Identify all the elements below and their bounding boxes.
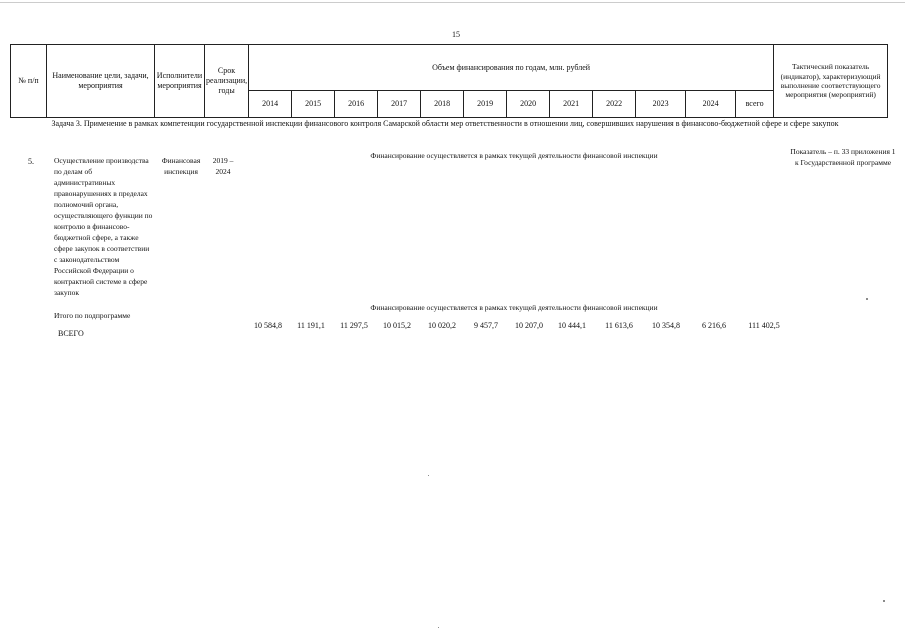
header-year: 2016 [335,91,378,118]
header-period: Срок реализации, годы [205,45,249,118]
header-year: 2022 [593,91,636,118]
scan-edge-line [0,2,905,3]
activity-executor: Финансовая инспекция [161,156,201,176]
total-value: 10 444,1 [558,321,586,330]
financing-table-header [10,44,888,118]
total-label: ВСЕГО [58,329,84,338]
header-executor: Исполнители мероприятия [155,45,205,118]
total-value: 10 207,0 [515,321,543,330]
scan-speck [428,475,429,476]
total-value: 11 191,1 [297,321,325,330]
total-value: 11 613,6 [605,321,633,330]
header-year-total: всего [736,91,774,118]
scan-speck [866,298,868,300]
total-value: 6 216,6 [702,321,726,330]
activity-indicator: Показатель – п. 33 приложения 1 к Государственной программе [790,147,896,167]
header-year: 2024 [686,91,736,118]
activity-name: Осуществление производства по делам об административных правонарушениях в пределах полномочий органа, осуществляющего функции по контролю в финансово-бюджетной сфере, а также сфере закупок в соответствии с законодательством Российской Федерации о контрактной системе в сфере закупок [54,156,153,297]
header-year: 2023 [636,91,686,118]
header-year: 2019 [464,91,507,118]
total-value: 10 584,8 [254,321,282,330]
activity-period: 2019 – 2024 [212,156,234,176]
header-year: 2017 [378,91,421,118]
scan-speck [883,600,885,602]
subtotal-financing-note: Финансирование осуществляется в рамках текущей деятельности финансовой инспекции [370,303,658,312]
total-value: 10 020,2 [428,321,456,330]
total-value: 9 457,7 [474,321,498,330]
header-year: 2014 [249,91,292,118]
header-financing: Объем финансирования по годам, млн. рублей [249,45,774,91]
total-value: 10 354,8 [652,321,680,330]
header-year: 2020 [507,91,550,118]
scan-speck [438,627,439,628]
task-title: Задача 3. Применение в рамках компетенции государственной инспекции финансового контроля Самарской области мер ответственности в отношении лиц, совершивших нарушения в финансово-бюджетной сфере и сфере закупок [51,119,839,128]
header-num: № п/п [11,45,47,118]
header-year: 2021 [550,91,593,118]
header-name: Наименование цели, задачи, мероприятия [47,45,155,118]
total-value-sum: 111 402,5 [748,321,780,330]
row-number: 5. [28,157,34,166]
subtotal-label: Итого по подпрограмме [54,311,131,320]
header-year: 2015 [292,91,335,118]
header-indicator: Тактический показатель (индикатор), характеризующий выполнение соответствующего мероприятия (мероприятий) [774,45,888,118]
total-value: 10 015,2 [383,321,411,330]
page-number: 15 [452,30,460,39]
financing-note: Финансирование осуществляется в рамках текущей деятельности финансовой инспекции [370,151,658,160]
header-year: 2018 [421,91,464,118]
total-value: 11 297,5 [340,321,368,330]
